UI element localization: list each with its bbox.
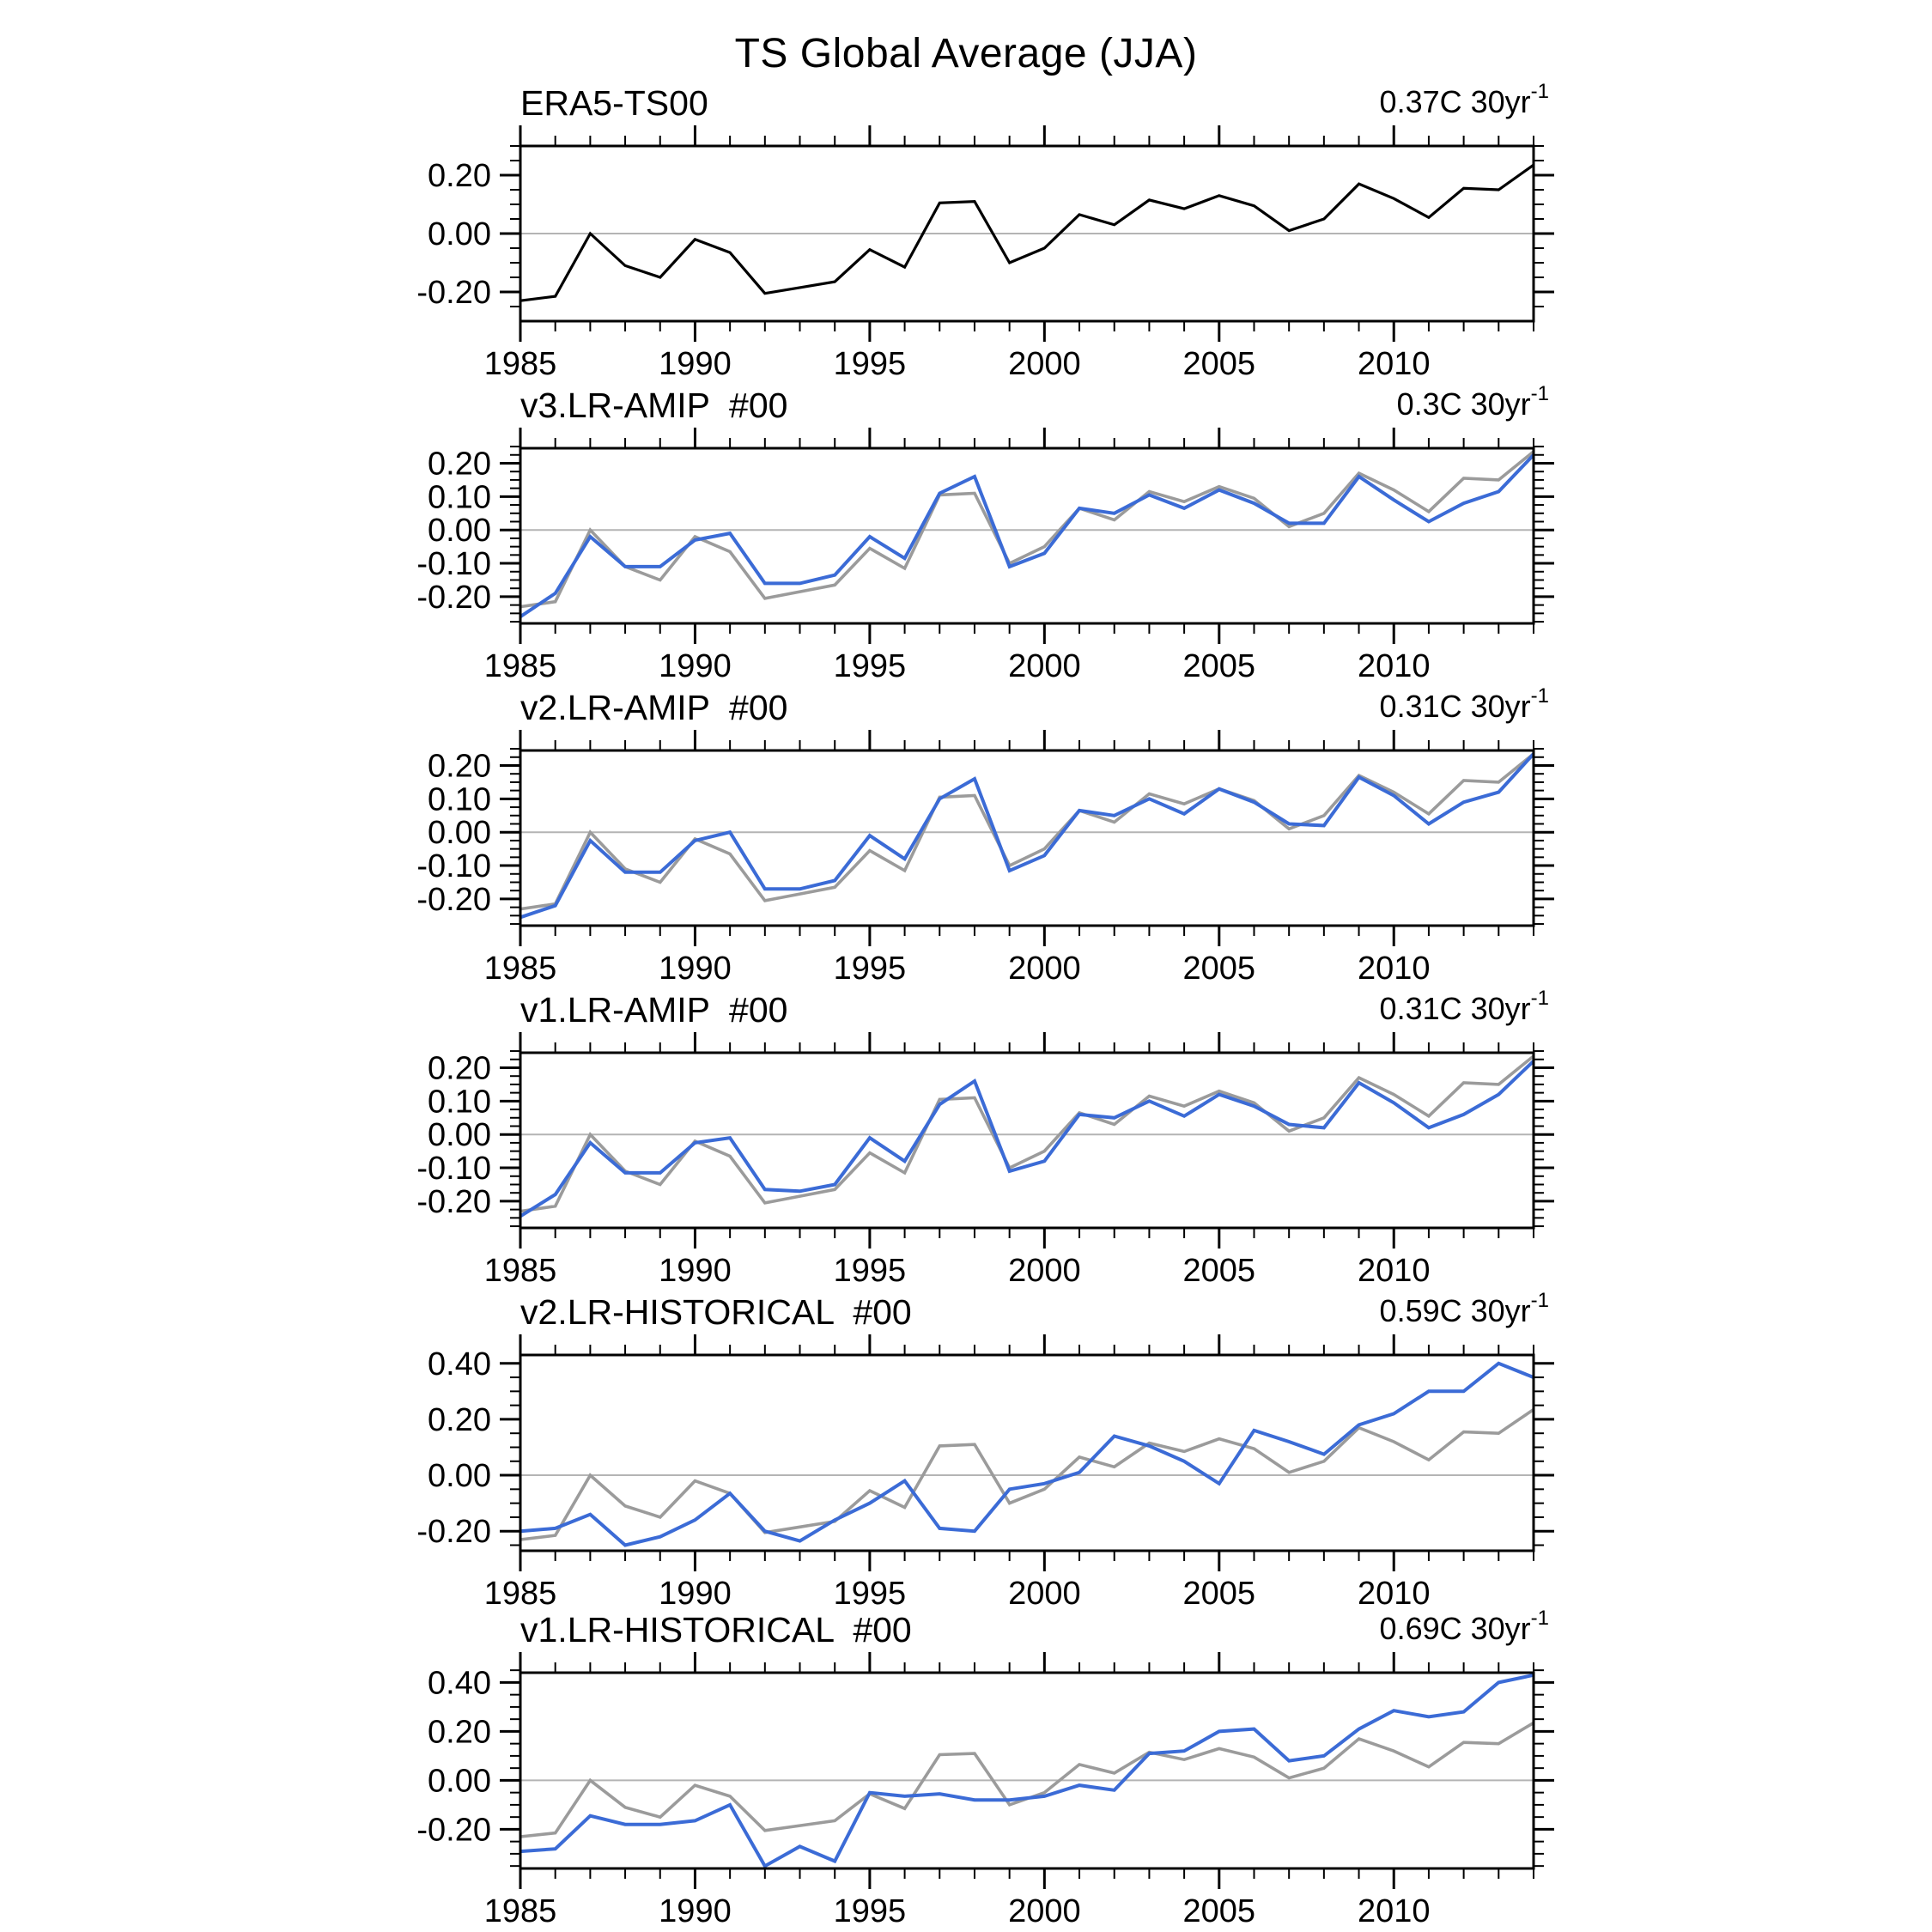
y-axis-label: 0.00 [428,216,491,252]
x-axis-label: 1990 [659,1576,732,1606]
x-axis-label: 1995 [833,346,907,381]
x-axis-label: 2005 [1182,648,1256,683]
y-axis-label: -0.20 [416,1514,491,1551]
x-axis-label: 2005 [1182,346,1256,381]
panel-era5 [0,79,1932,381]
plot-frame [520,1673,1534,1868]
x-axis-label: 1990 [659,1253,732,1288]
y-axis-label: -0.20 [416,275,491,311]
x-axis-label: 1990 [659,951,732,986]
plot-frame [520,448,1534,623]
panel-v1-amip [0,986,1932,1288]
panel-v2-historical-header [0,1288,1932,1333]
x-axis-label: 1985 [483,1253,557,1288]
panel-v1-historical [0,1606,1932,1923]
y-axis-label: 0.40 [428,1665,491,1702]
panel-v2-amip [0,683,1932,986]
y-axis-label: 0.20 [428,748,491,785]
x-axis-label: 1985 [483,1576,557,1606]
trend-exponent: -1 [1530,684,1549,708]
plot-frame [520,1355,1534,1551]
trend-exponent: -1 [1530,80,1549,103]
trend-value: 0.31C 30yr [1379,991,1531,1026]
y-axis-label: 0.20 [428,1401,491,1438]
series-line [520,1364,1534,1546]
x-axis-label: 1995 [833,951,907,986]
x-axis-label: 2010 [1357,1253,1431,1288]
x-axis-label: 2000 [1008,346,1081,381]
panel-title: ERA5-TS00 [520,83,708,123]
y-axis-label: -0.10 [416,848,491,885]
y-axis-label: 0.00 [428,513,491,550]
panel-v1-historical-header [0,1606,1932,1650]
trend-value: 0.31C 30yr [1379,689,1531,724]
x-axis-label: 1995 [833,1253,907,1288]
era5-ts00-chart [0,124,1932,381]
trend-exponent: -1 [1530,1607,1549,1630]
x-axis-label: 1990 [659,346,732,381]
trend-annotation [1379,1607,1549,1647]
y-axis-label: -0.20 [416,579,491,616]
panel-v3-amip [0,381,1932,683]
series-line [520,1675,1534,1866]
y-axis-label: 0.20 [428,158,491,194]
y-axis-label: 0.20 [428,1050,491,1087]
panel-era5-header [0,79,1932,124]
x-axis-label: 2000 [1008,1893,1081,1923]
trend-value: 0.3C 30yr [1396,386,1531,422]
x-axis-label: 1985 [483,951,557,986]
panel-title: v2.LR-AMIP #00 [520,688,788,727]
trend-value: 0.69C 30yr [1379,1611,1531,1646]
x-axis-label: 2005 [1182,951,1256,986]
y-axis-label: -0.20 [416,1812,491,1849]
y-axis-label: 0.00 [428,1458,491,1495]
series-line [520,455,1534,617]
x-axis-label: 1990 [659,648,732,683]
figure-title: TS Global Average (JJA) [734,31,1198,76]
trend-exponent: -1 [1530,987,1549,1010]
x-axis-label: 1985 [483,1893,557,1923]
x-axis-label: 1995 [833,1576,907,1606]
y-axis-label: 0.00 [428,1763,491,1800]
x-axis-label: 2000 [1008,648,1081,683]
plot-frame [520,1053,1534,1228]
y-axis-label: 0.10 [428,781,491,818]
x-axis-label: 2000 [1008,1253,1081,1288]
y-axis-label: 0.10 [428,1084,491,1121]
x-axis-label: 1985 [483,648,557,683]
y-axis-label: 0.20 [428,1714,491,1751]
x-axis-label: 2000 [1008,1576,1081,1606]
v3-lr-amip-chart [0,426,1932,683]
x-axis-label: 2010 [1357,1893,1431,1923]
x-axis-label: 2010 [1357,1576,1431,1606]
y-axis-label: -0.20 [416,1183,491,1220]
trend-annotation [1396,382,1549,422]
x-axis-label: 2000 [1008,951,1081,986]
y-axis-label: 0.00 [428,1117,491,1154]
trend-value: 0.59C 30yr [1379,1293,1531,1328]
x-axis-label: 2005 [1182,1253,1256,1288]
x-axis-label: 2005 [1182,1576,1256,1606]
y-axis-label: -0.10 [416,546,491,583]
trend-exponent: -1 [1530,382,1549,405]
y-axis-label: 0.00 [428,815,491,852]
x-axis-label: 2005 [1182,1893,1256,1923]
trend-annotation [1379,1289,1549,1329]
v2-lr-historical-chart [0,1333,1932,1606]
y-axis-label: 0.10 [428,479,491,516]
x-axis-label: 2010 [1357,648,1431,683]
trend-value: 0.37C 30yr [1379,84,1531,119]
trend-annotation [1379,684,1549,725]
panel-title: v3.LR-AMIP #00 [520,386,788,425]
panel-title: v1.LR-AMIP #00 [520,990,788,1030]
v1-lr-amip-chart [0,1030,1932,1288]
plot-frame [520,750,1534,926]
v2-lr-amip-chart [0,728,1932,986]
x-axis-label: 1990 [659,1893,732,1923]
x-axis-label: 1985 [483,346,557,381]
trend-annotation [1379,987,1549,1027]
x-axis-label: 1995 [833,1893,907,1923]
panel-title: v1.LR-HISTORICAL #00 [520,1610,912,1649]
panel-v2-amip-header [0,683,1932,728]
v1-lr-historical-chart [0,1650,1932,1923]
panel-v3-amip-header [0,381,1932,426]
y-axis-label: -0.10 [416,1151,491,1188]
x-axis-label: 2010 [1357,346,1431,381]
series-line [520,1061,1534,1217]
panel-title: v2.LR-HISTORICAL #00 [520,1292,912,1332]
series-line [520,754,1534,917]
y-axis-label: 0.40 [428,1346,491,1382]
x-axis-label: 1995 [833,648,907,683]
trend-exponent: -1 [1530,1289,1549,1312]
panel-v1-amip-header [0,986,1932,1030]
y-axis-label: -0.20 [416,881,491,918]
panel-v2-historical [0,1288,1932,1606]
y-axis-label: 0.20 [428,446,491,483]
trend-annotation [1379,80,1549,120]
x-axis-label: 2010 [1357,951,1431,986]
